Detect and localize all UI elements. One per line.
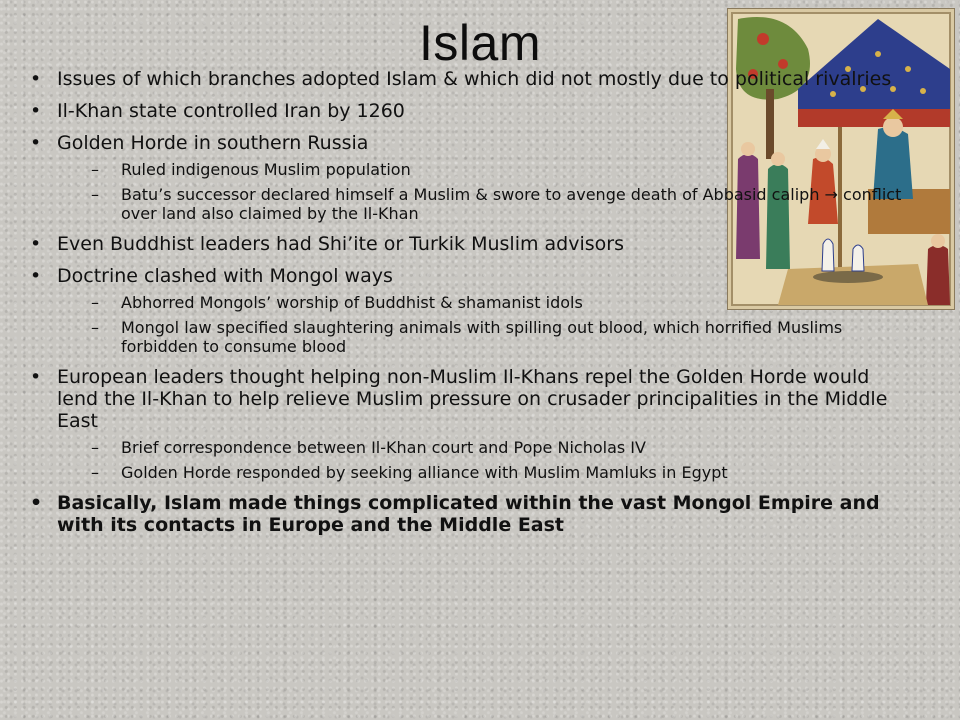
bullet-text: Golden Horde in southern Russia [57,132,369,154]
sub-bullet-list [57,438,910,482]
bullet-glyph: • [30,492,43,514]
sub-bullet-text: Golden Horde responded by seeking alliance with Muslim Mamluks in Egypt [121,463,728,482]
dash-glyph: – [91,463,99,482]
bullet-item [30,492,910,536]
sub-bullet-text: Mongol law specified slaughtering animals with spilling out blood, which horrified Muslims forbidden to consume blood [121,318,843,356]
dash-glyph: – [91,318,99,337]
bullet-glyph: • [30,68,42,90]
sub-bullet-item [57,160,910,179]
sub-bullet-text: Brief correspondence between Il-Khan court and Pope Nicholas IV [121,438,646,457]
sub-bullet-text: Batu’s successor declared himself a Muslim & swore to avenge death of Abbasid caliph → conflict over land also claimed by the Il-Khan [121,185,902,223]
sub-bullet-item [57,293,910,312]
sub-bullet-item [57,318,910,356]
bullet-item [30,233,910,255]
bullet-text: Issues of which branches adopted Islam & which did not mostly due to political rivalries [57,68,892,90]
dash-glyph: – [91,293,99,312]
dash-glyph: – [91,185,99,204]
sub-bullet-item [57,438,910,457]
bullet-text: Il-Khan state controlled Iran by 1260 [57,100,405,122]
sub-bullet-text: Abhorred Mongols’ worship of Buddhist & shamanist idols [121,293,583,312]
bullet-text: Even Buddhist leaders had Shi’ite or Turkik Muslim advisors [57,233,624,255]
bullet-item [30,366,910,482]
dash-glyph: – [91,160,99,179]
bullet-glyph: • [30,366,42,388]
sub-bullet-list [57,160,910,223]
bullet-list [30,68,910,546]
sub-bullet-item [57,463,910,482]
bullet-glyph: • [30,265,42,287]
sub-bullet-text: Ruled indigenous Muslim population [121,160,411,179]
bullet-glyph: • [30,100,42,122]
bullet-item [30,265,910,356]
bullet-text: European leaders thought helping non-Muslim Il-Khans repel the Golden Horde would lend the Il-Khan to help relieve Muslim pressure on crusader principalities in the Middle East [57,366,888,432]
bullet-glyph: • [30,132,42,154]
bullet-text: Basically, Islam made things complicated within the vast Mongol Empire and with its contacts in Europe and the Middle East [57,492,880,536]
sub-bullet-list [57,293,910,356]
slide-title: Islam [419,15,541,71]
dash-glyph: – [91,438,99,457]
bullet-text: Doctrine clashed with Mongol ways [57,265,393,287]
sub-bullet-item [57,185,910,223]
bullet-item [30,100,910,122]
bullet-item [30,68,910,90]
bullet-glyph: • [30,233,42,255]
bullet-item [30,132,910,223]
